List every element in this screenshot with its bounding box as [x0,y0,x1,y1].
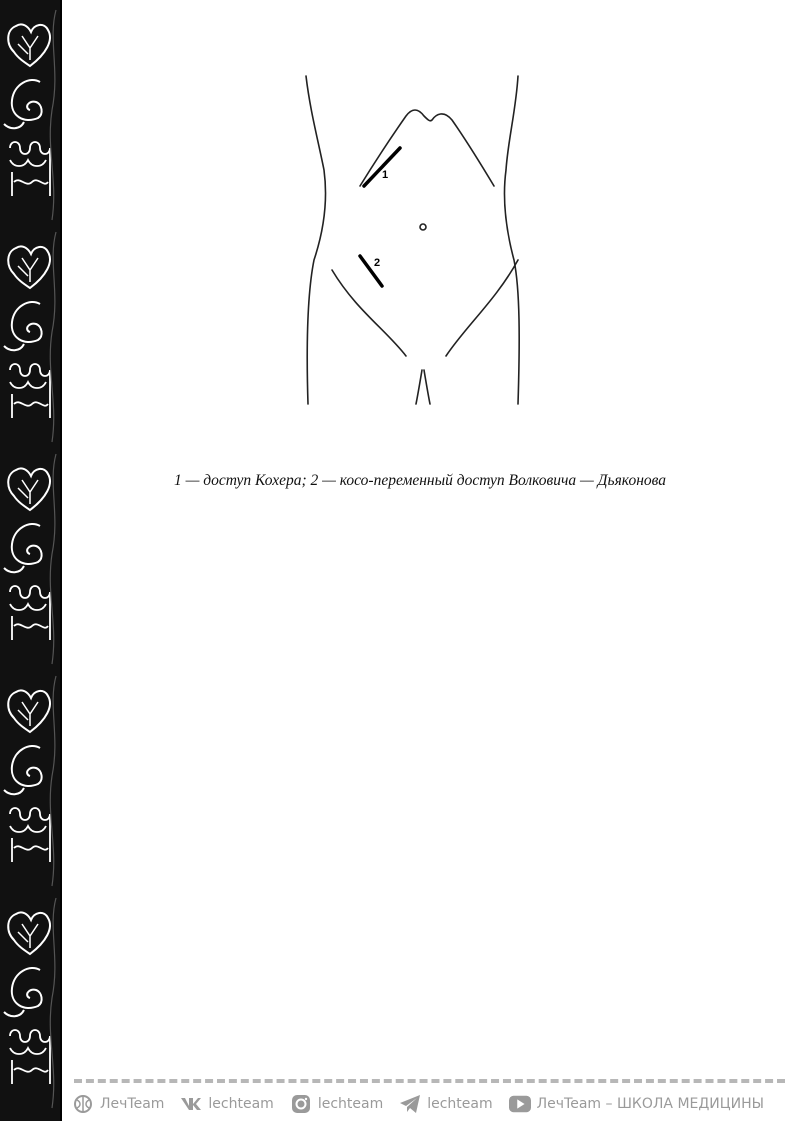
anatomy-pattern-icon [0,0,62,1121]
decorative-side-strip [0,0,62,1121]
figure-caption: 1 — доступ Кохера; 2 — косо-переменный доступ Волковича — Дьяконова [173,472,667,489]
brain-logo-icon[interactable] [72,1093,94,1115]
instagram-icon[interactable] [290,1093,312,1115]
body-right-contour [504,76,519,404]
vk-icon[interactable] [180,1093,202,1115]
footer-telegram-handle[interactable]: lechteam [427,1096,493,1112]
footer-divider [74,1079,785,1083]
footer-vk-handle[interactable]: lechteam [208,1096,274,1112]
telegram-icon[interactable] [399,1093,421,1115]
incision-2-label: 2 [374,257,381,269]
abdomen-incision-figure [296,70,546,410]
body-left-contour [306,76,326,404]
right-inguinal-line [446,260,518,356]
navel [420,224,426,230]
footer-brand[interactable]: ЛечTeam [100,1096,165,1112]
costal-arch [360,110,494,186]
youtube-icon[interactable] [509,1093,531,1115]
left-inguinal-line [332,270,406,356]
footer-youtube-channel[interactable]: ЛечTeam – ШКОЛА МЕДИЦИНЫ [536,1096,764,1112]
footer-instagram-handle[interactable]: lechteam [317,1096,384,1112]
incision-1-label: 1 [382,169,389,181]
footer-bar [72,1091,787,1117]
